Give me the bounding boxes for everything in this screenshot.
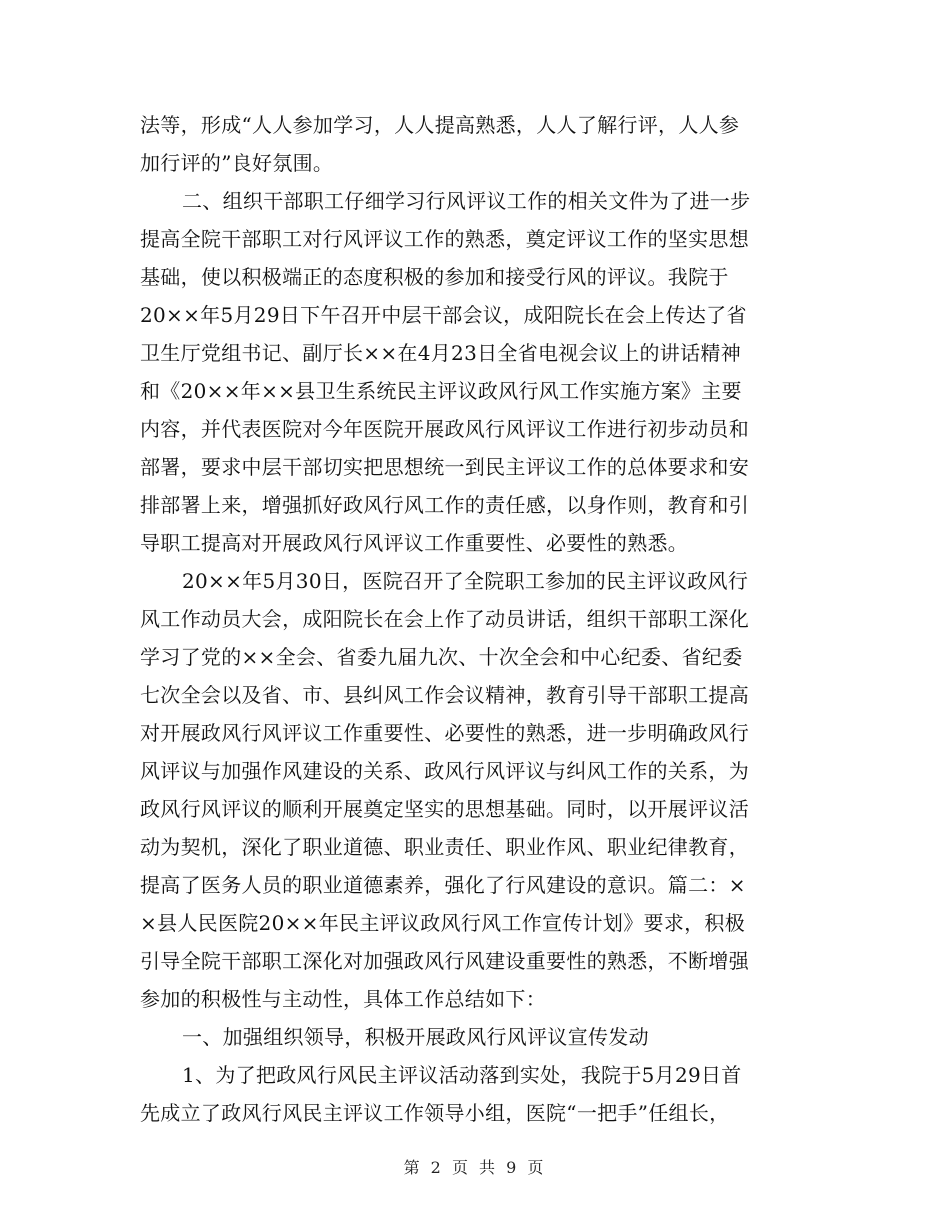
text-line: 1、为了把政风行风民主评议活动落到实处，我院于5月29日首 [182,1063,742,1087]
text-line: 20××年5月29日下午召开中层干部会议，成阳院长在会上传达了省 [140,303,747,327]
text-line: 学习了党的××全会、省委九届九次、十次全会和中心纪委、省纪委 [140,645,743,669]
text-line: 加行评的”良好氛围。 [140,151,334,175]
text-line: 参加的积极性与主动性，具体工作总结如下： [140,987,546,1011]
text-line: 20××年5月30日，医院召开了全院职工参加的民主评议政风行 [182,569,749,593]
text-line: 风评议与加强作风建设的关系、政风行风评议与纠风工作的关系，为 [140,759,749,783]
text-line: 引导全院干部职工深化对加强政风行风建设重要性的熟悉，不断增强 [140,949,749,973]
text-line: 提高全院干部职工对行风评议工作的熟悉，奠定评议工作的坚实思想 [140,227,749,251]
text-line: 先成立了政风行风民主评议工作领导小组，医院“一把手”任组长， [140,1101,730,1125]
page-footer [0,1155,950,1178]
text-line: 法等，形成“人人参加学习，人人提高熟悉，人人了解行评，人人参 [140,113,740,137]
text-line: 基础，使以积极端正的态度积极的参加和接受行风的评议。我院于 [140,265,729,289]
text-line: 政风行风评议的顺利开展奠定坚实的思想基础。同时，以开展评议活 [140,797,749,821]
text-line: 对开展政风行风评议工作重要性、必要性的熟悉，进一步明确政风行 [140,721,749,745]
text-line: 一、加强组织领导，积极开展政风行风评议宣传发动 [182,1025,649,1049]
text-line: 内容，并代表医院对今年医院开展政风行风评议工作进行初步动员和 [140,417,749,441]
document-body [140,106,815,1132]
text-line: 提高了医务人员的职业道德素养，强化了行风建设的意识。篇二：× [140,873,746,897]
text-line: 风工作动员大会，成阳院长在会上作了动员讲话，组织干部职工深化 [140,607,749,631]
text-line: 二、组织干部职工仔细学习行风评议工作的相关文件为了进一步 [182,189,751,213]
text-line: 七次全会以及省、市、县纠风工作会议精神，教育引导干部职工提高 [140,683,749,707]
text-line: 排部署上来，增强抓好政风行风工作的责任感，以身作则，教育和引 [140,493,749,517]
text-line: 导职工提高对开展政风行风评议工作重要性、必要性的熟悉。 [140,531,689,555]
text-line: 动为契机，深化了职业道德、职业责任、职业作风、职业纪律教育， [140,835,749,859]
text-line: 和《20××年××县卫生系统民主评议政风行风工作实施方案》主要 [140,379,742,403]
text-line: 卫生厅党组书记、副厅长××在4月23日全省电视会议上的讲话精神 [140,341,741,365]
text-line: 部署，要求中层干部切实把思想统一到民主评议工作的总体要求和安 [140,455,749,479]
page-number-label: 第 2 页 共 9 页 [403,1158,547,1177]
text-line: ×县人民医院20××年民主评议政风行风工作宣传计划》要求，积极 [140,911,746,935]
